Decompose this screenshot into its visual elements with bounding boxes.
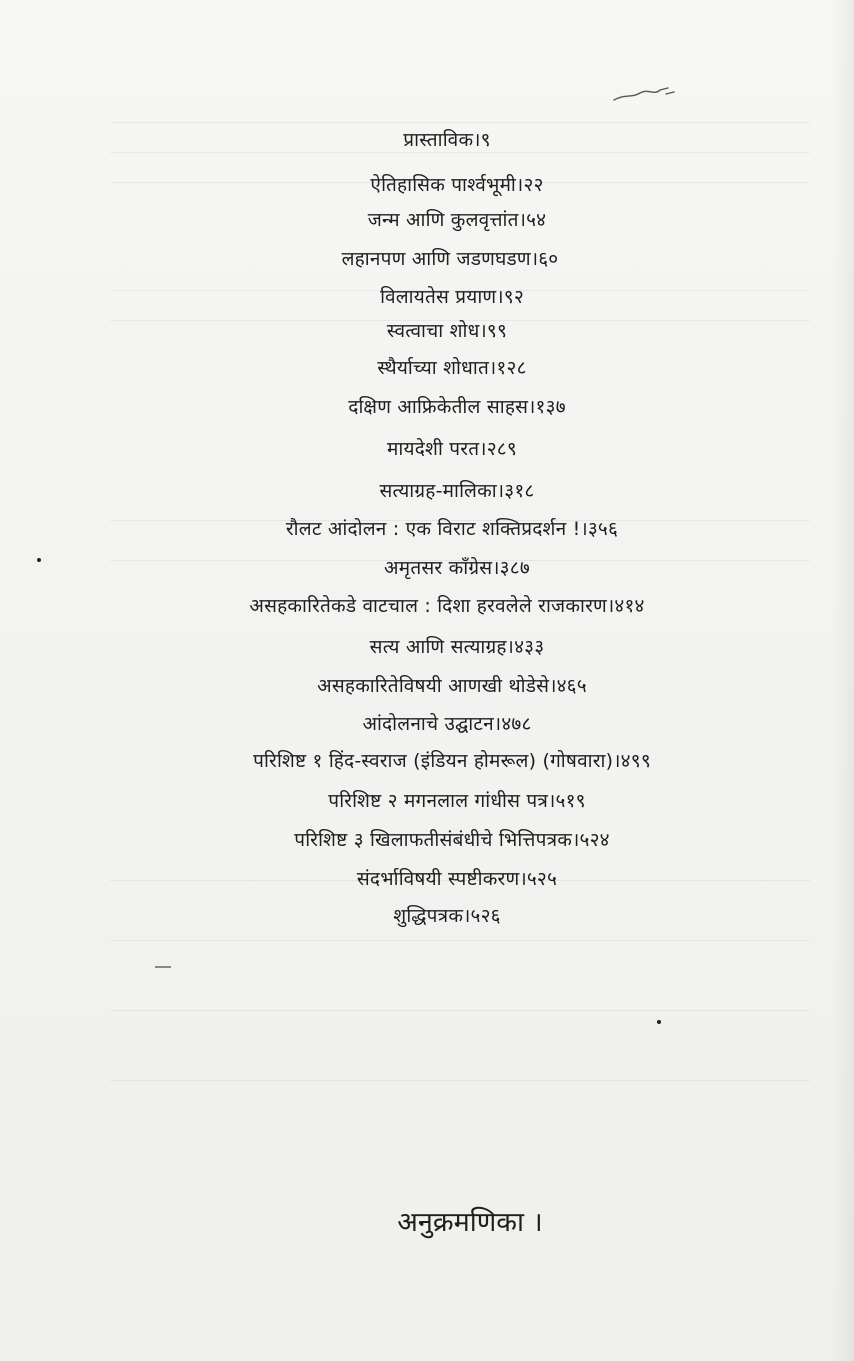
toc-entry: परिशिष्ट २ मगनलाल गांधीस पत्र।५१९ <box>328 790 586 812</box>
toc-entry: परिशिष्ट ३ खिलाफतीसंबंधीचे भित्तिपत्रक।५२४ <box>294 829 610 851</box>
toc-entry: मायदेशी परत।२८९ <box>387 438 517 460</box>
bleed-through-line <box>110 122 810 123</box>
toc-entry: विलायतेस प्रयाण।९२ <box>380 286 524 308</box>
bleed-through-line <box>110 1080 810 1081</box>
toc-entry: सत्याग्रह-मालिका।३१८ <box>379 480 535 502</box>
toc-entry: असहकारितेविषयी आणखी थोडेसे।४६५ <box>317 675 587 697</box>
toc-entry: लहानपण आणि जडणघडण।६० <box>341 248 559 270</box>
stray-dot <box>657 1020 661 1024</box>
pencil-mark <box>610 84 680 106</box>
toc-entry: स्थैर्याच्या शोधात।१२८ <box>377 357 527 379</box>
toc-entry: असहकारितेकडे वाटचाल : दिशा हरवलेले राजकारण।४१४ <box>249 595 645 617</box>
stray-dash <box>155 966 171 968</box>
toc-entry: अमृतसर काँग्रेस।३८७ <box>384 557 530 579</box>
toc-entry: रौलट आंदोलन : एक विराट शक्तिप्रदर्शन !।३५६ <box>285 518 619 540</box>
toc-entry: आंदोलनाचे उद्घाटन।४७८ <box>362 713 532 735</box>
bleed-through-line <box>110 940 810 941</box>
toc-entry: दक्षिण आफ्रिकेतील साहस।१३७ <box>348 396 566 418</box>
toc-entry: संदर्भाविषयी स्पष्टीकरण।५२५ <box>356 868 558 890</box>
toc-entry: परिशिष्ट १ हिंद-स्वराज (इंडियन होमरूल) (गोषवारा)।४९९ <box>253 750 651 772</box>
toc-entry: जन्म आणि कुलवृत्तांत।५४ <box>367 209 547 231</box>
page-heading: अनुक्रमणिका । <box>397 1207 543 1238</box>
toc-entry: प्रास्ताविक।९ <box>403 129 491 151</box>
toc-entry: ऐतिहासिक पार्श्वभूमी।२२ <box>370 174 544 196</box>
bleed-through-line <box>110 1010 810 1011</box>
toc-entry: सत्य आणि सत्याग्रह।४३३ <box>369 636 545 658</box>
toc-entry: स्वत्वाचा शोध।९९ <box>386 320 508 342</box>
toc-entry: शुद्धिपत्रक।५२६ <box>393 905 501 927</box>
